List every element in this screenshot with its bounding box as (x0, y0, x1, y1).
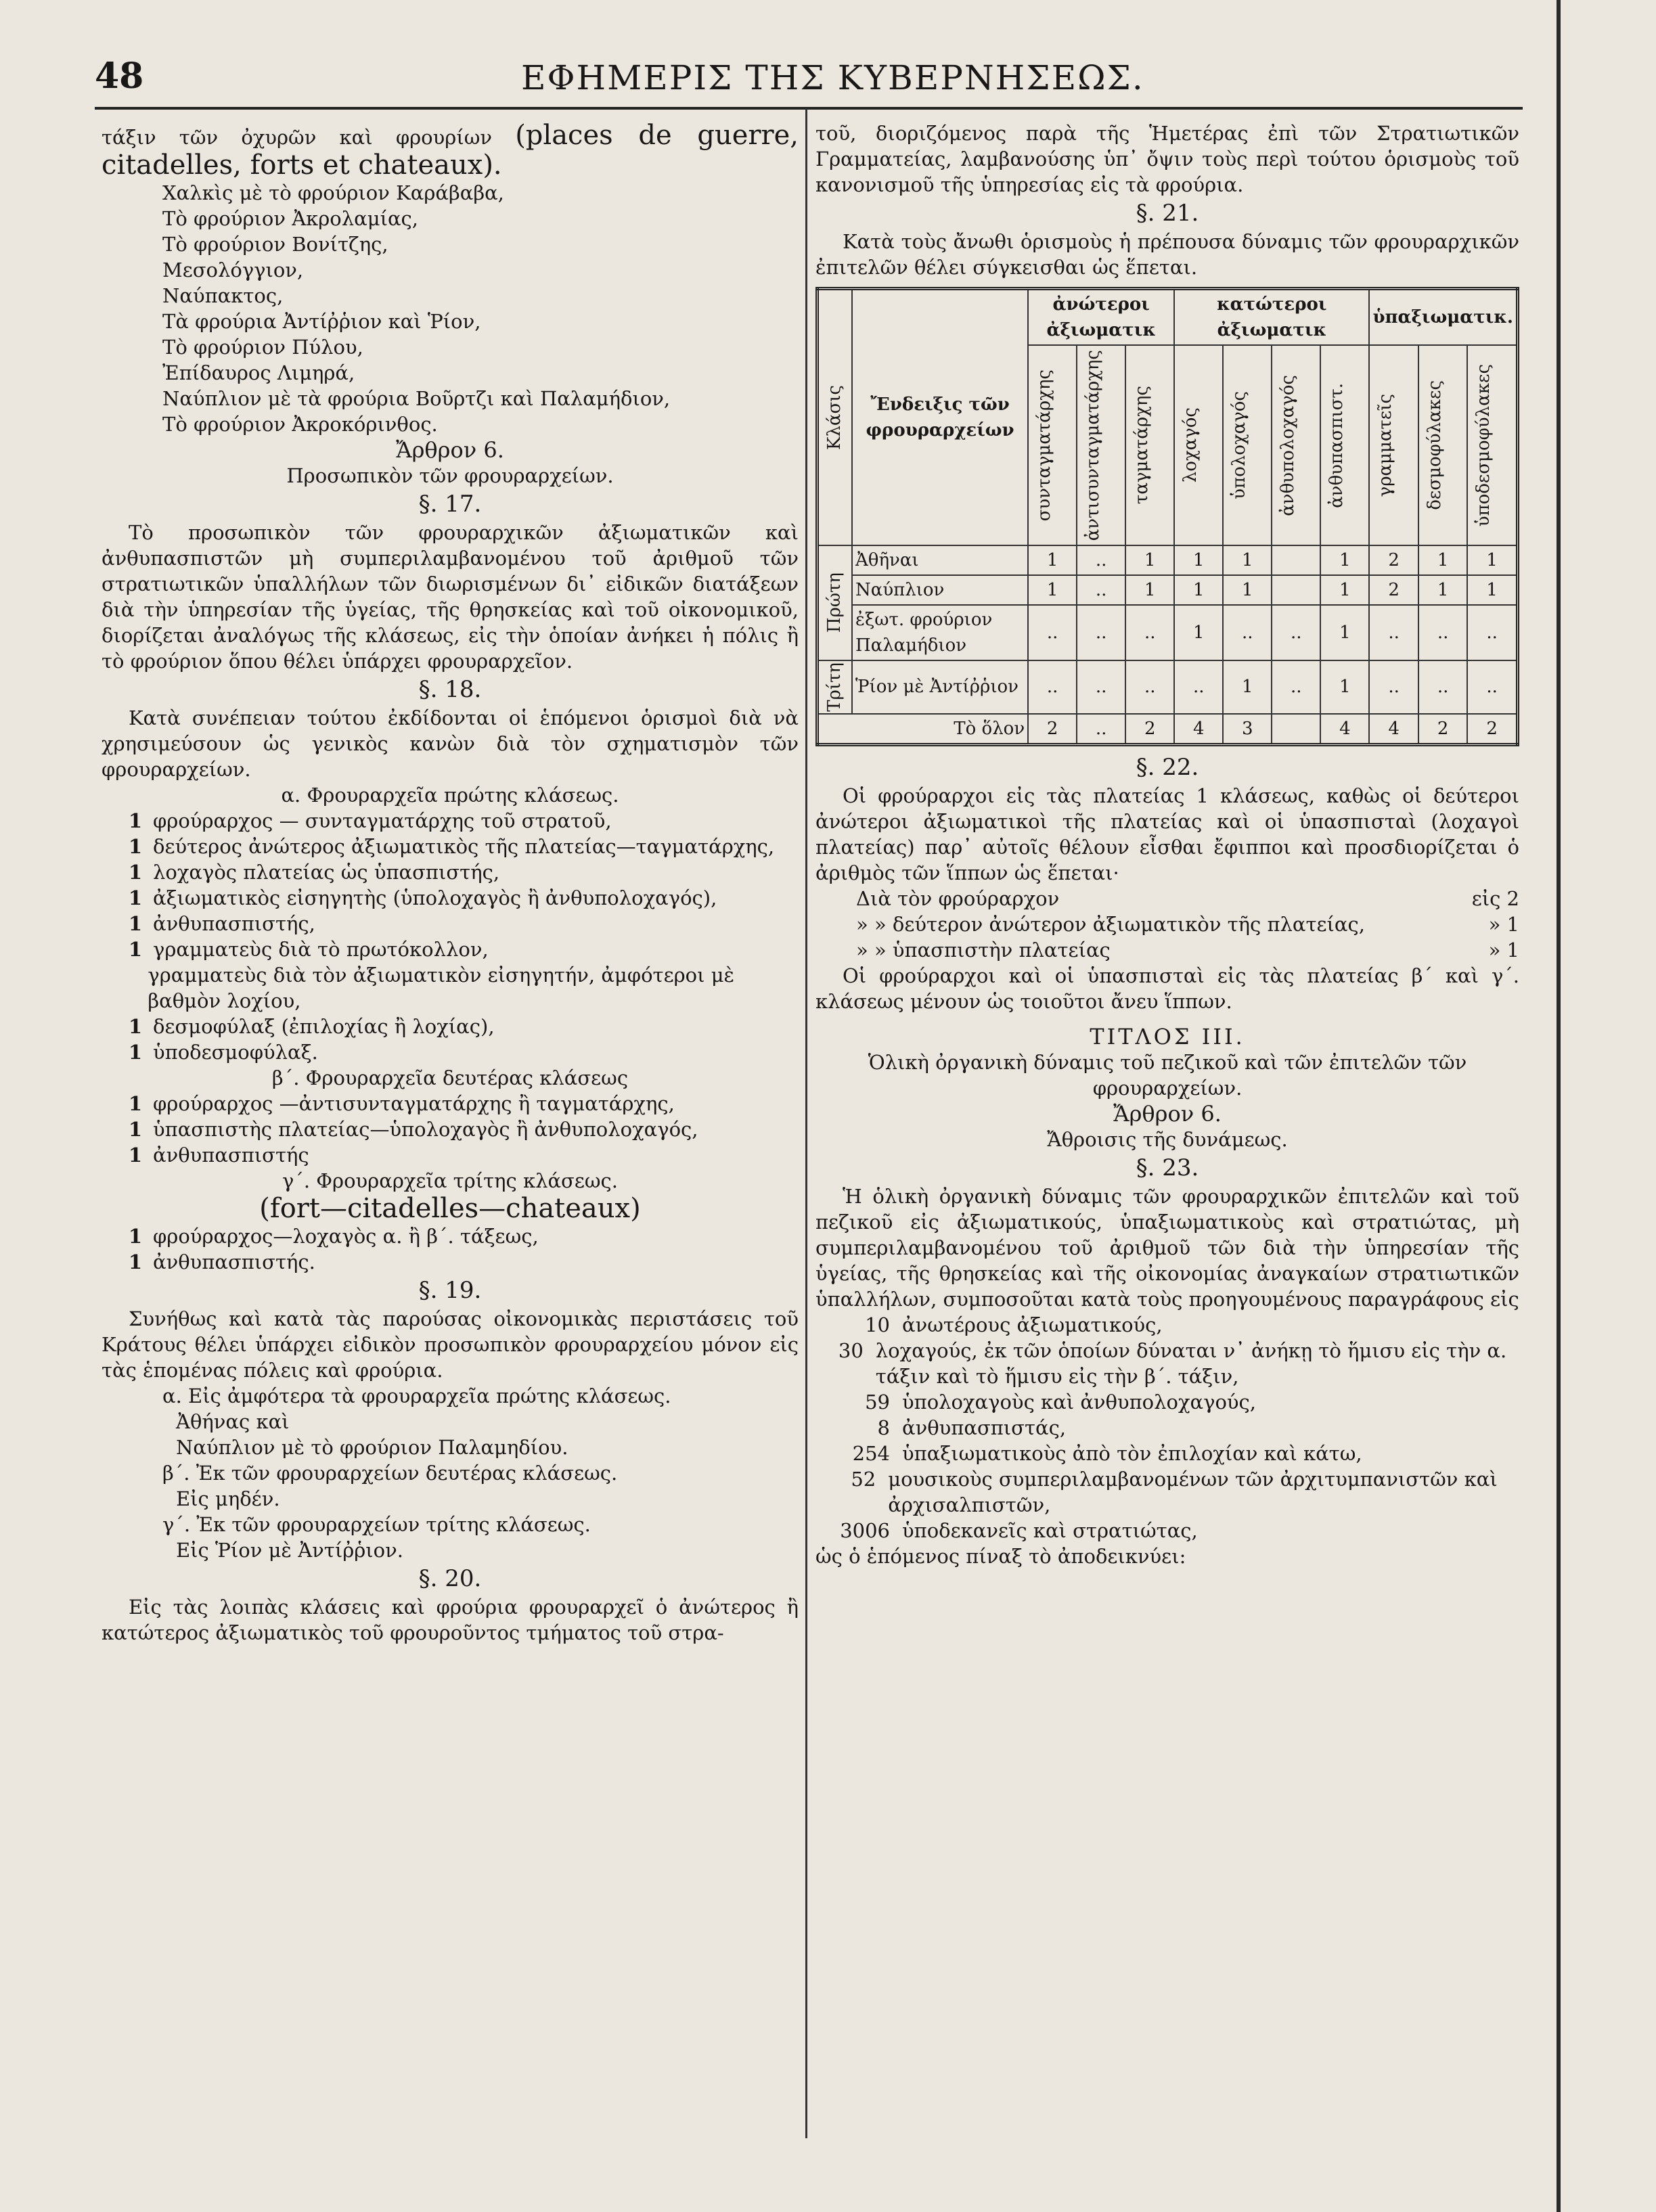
class-c-list (102, 1223, 799, 1275)
table-header-upper-label: ἀνώτεροι ἀξιωματικ (1046, 294, 1156, 340)
table-rank-label: ἀντισυνταγματάρχης (1083, 349, 1104, 541)
totals-list (815, 1312, 1519, 1543)
total-item-count: 52 (851, 1467, 876, 1491)
table-cell: 1 (1467, 575, 1517, 605)
section-23-heading: §. 23. (1136, 1154, 1199, 1181)
table-rank-label: δεσμοφύλακες (1424, 380, 1445, 510)
class-a-item-text: δεσμοφύλαξ (ἐπιλοχίας ἢ λοχίας), (153, 1015, 495, 1038)
table-rank-label: ὑπολοχαγός (1229, 391, 1250, 499)
table-cell: 1 (1223, 575, 1272, 605)
class-a-item-text: γραμματεὺς διὰ τὸν ἀξιωματικὸν εἰσηγητήν, ἀμφότεροι μὲ βαθμὸν λοχίου, (148, 964, 735, 1012)
table-cell: .. (1272, 605, 1320, 660)
table-header-name-label: Ἔνδειξις τῶν φρουραρχείων (866, 394, 1014, 441)
garrison-strength-table (815, 287, 1519, 746)
table-cell: 1 (1320, 605, 1369, 660)
left-intro (102, 120, 799, 180)
table-row (818, 545, 1518, 575)
total-item (815, 1338, 1519, 1389)
table-rank-label: ὑποδεσμοφύλακες (1473, 363, 1494, 527)
class-a-item (102, 962, 799, 1014)
class-a-item (102, 834, 799, 859)
article-6-heading: Ἄρθρον 6. (396, 437, 504, 463)
table-cell (1272, 575, 1320, 605)
section-22-text: Οἱ φρούραρχοι εἰς τὰς πλατείας 1 κλάσεως, καθὼς οἱ δεύτεροι ἀνώτεροι ἀξιωματικοὶ τῆς πλατείας καὶ οἱ ὑπασπισταὶ (λοχαγοὶ πλατείας) παρ᾽ αὐτοῖς θέλουν εἶσθαι ἔφιπποι καὶ προσδιορίζεται ὁ ἀριθμὸς τῶν ἵππων ὡς ἕπεται· (815, 784, 1519, 884)
article-6b-title: Ἄθροισις τῆς δυνάμεως. (1047, 1127, 1288, 1151)
total-item-count: 59 (865, 1390, 890, 1414)
table-cell: 1 (1174, 605, 1223, 660)
table-cell: .. (1369, 605, 1418, 660)
section-20-heading: §. 20. (418, 1565, 482, 1592)
table-total-cell: 2 (1028, 714, 1077, 745)
horse-item (815, 911, 1519, 937)
section-22-heading: §. 22. (1136, 753, 1199, 781)
column-divider (805, 108, 807, 2138)
fort-item: Μεσολόγγιον, (162, 258, 304, 281)
table-total-cell: 2 (1467, 714, 1517, 745)
class-b-title: β΄. Φρουραρχεῖα δευτέρας κλάσεως (271, 1066, 629, 1089)
page-title: ΕΦΗΜΕΡΙΣ ΤΗΣ ΚΥΒΕΡΝΗΣΕΩΣ. (521, 58, 1144, 97)
fort-item: Τὸ φρούριον Βονίτζης, (162, 233, 388, 256)
table-total-cell: 4 (1174, 714, 1223, 745)
class-a-list (102, 808, 799, 1065)
table-header-class (818, 289, 853, 546)
page-edge-shadow (1557, 0, 1561, 2212)
table-total-cell: 2 (1418, 714, 1468, 745)
class-a-item (102, 936, 799, 962)
table-body (818, 545, 1518, 744)
table-rank-header (1028, 345, 1077, 545)
total-item-count: 30 (838, 1338, 864, 1362)
table-rank-label: ἀνθυπολοχαγός (1278, 374, 1299, 516)
class-c-item (102, 1249, 799, 1275)
table-cell: .. (1418, 605, 1468, 660)
table-cell: .. (1174, 660, 1223, 714)
class-a-item-count: 1 (128, 886, 142, 909)
class-a-item-count: 1 (128, 912, 142, 935)
horse-item-count: » 1 (1488, 912, 1519, 936)
title-3-text: Ὁλικὴ ὀργανικὴ δύναμις τοῦ πεζικοῦ καὶ τῶν ἐπιτελῶν τῶν φρουραρχείων. (868, 1050, 1467, 1100)
table-cell: .. (1077, 575, 1125, 605)
table-rank-header (1223, 345, 1272, 545)
class-a-item-text: λοχαγὸς πλατείας ὡς ὑπασπιστής, (153, 861, 500, 884)
table-cell: .. (1125, 660, 1174, 714)
class-c-item-count: 1 (128, 1250, 142, 1273)
table-cell: 1 (1320, 575, 1369, 605)
section-23-text: Ἡ ὁλικὴ ὀργανικὴ δύναμις τῶν φρουραρχικῶν ἐπιτελῶν καὶ τοῦ πεζικοῦ εἰς ἀξιωματικούς, ὑπαξιωματικοὺς καὶ στρατιώτας, μὴ συμπεριλαμβανομένου τοῦ ἀριθμοῦ τῶν διὰ τὴν ὑπηρεσίαν τῆς ὑγείας, τῆς θρησκείας καὶ τῆς οἰκονομίας ἀναγκαίων στρατιωτικῶν ὑπαλλήλων, συμποσοῦται κατὰ τοὺς προηγουμένους παραγράφους εἰς (815, 1184, 1519, 1311)
closing-text: ὡς ὁ ἑπόμενος πίναξ τὸ ἀποδεικνύει: (815, 1544, 1186, 1568)
table-class-label: Πρώτη (824, 572, 845, 633)
table-garrison-name: Ἀθῆναι (852, 545, 1028, 575)
horse-item-text: » » ὑπασπιστὴν πλατείας (856, 938, 1111, 962)
table-cell: .. (1028, 660, 1077, 714)
section-20-text: Εἰς τὰς λοιπὰς κλάσεις καὶ φρούρια φρουραρχεῖ ὁ ἀνώτερος ἢ κατώτερος ἀξιωματικὸς τοῦ φρουροῦντος τμήματος τοῦ στρα- (102, 1596, 799, 1644)
left-column (102, 120, 799, 1646)
class-c-item-text: ἀνθυπασπιστής. (153, 1250, 315, 1273)
section-17-heading: §. 17. (418, 491, 482, 518)
table-rank-label: ταγματάρχης (1132, 386, 1153, 505)
table-rank-header (1125, 345, 1174, 545)
horse-item (815, 937, 1519, 963)
table-cell (1272, 545, 1320, 575)
table-total-cell: 2 (1125, 714, 1174, 745)
class-a-item-count: 1 (128, 938, 142, 961)
table-header-name (852, 289, 1028, 546)
table-garrison-name: Ῥίον μὲ Ἀντίῤῥιον (852, 660, 1028, 714)
section-21-text: Κατὰ τοὺς ἄνωθι ὁρισμοὺς ἡ πρέπουσα δύναμις τῶν φρουραρχικῶν ἐπιτελῶν θέλει σύγκεισθαι ὡς ἕπεται. (815, 230, 1519, 279)
total-item (815, 1441, 1519, 1466)
class-a-item-count: 1 (128, 1015, 142, 1038)
table-cell: 1 (1418, 545, 1468, 575)
table-cell: 2 (1369, 545, 1418, 575)
section-19-item: Εἰς Ῥίον μὲ Ἀντίῤῥιον. (176, 1539, 403, 1562)
table-cell: .. (1418, 660, 1468, 714)
section-19-item: β΄. Ἐκ τῶν φρουραρχείων δευτέρας κλάσεως. (162, 1462, 618, 1485)
table-total-cell: 4 (1369, 714, 1418, 745)
article-6b-heading: Ἄρθρον 6. (1113, 1100, 1222, 1127)
table-header-nco-label: ὑπαξιωματικ. (1372, 307, 1513, 328)
table-total-cell: 4 (1320, 714, 1369, 745)
class-c-item-text: φρούραρχος—λοχαγὸς α. ἢ β΄. τάξεως, (153, 1225, 539, 1248)
class-b-item-count: 1 (128, 1144, 142, 1167)
table-header-nco (1369, 289, 1517, 346)
table-header-lower-officers (1174, 289, 1369, 346)
total-item-text: ἀνθυπασπιστάς, (902, 1416, 1067, 1439)
horse-item (815, 886, 1519, 911)
table-cell: 1 (1320, 660, 1369, 714)
table-cell: .. (1272, 660, 1320, 714)
section-18-text: Κατὰ συνέπειαν τούτου ἐκδίδονται οἱ ἑπόμενοι ὁρισμοὶ διὰ νὰ χρησιμεύσουν ὡς γενικὸς κανὼν διὰ τὸν σχηματισμὸν τῶν φρουραρχείων. (102, 706, 799, 781)
header-rule (95, 107, 1523, 110)
table-cell: .. (1125, 605, 1174, 660)
table-class-label: Τρίτη (824, 662, 845, 712)
class-a-item (102, 859, 799, 885)
class-b-item (102, 1116, 799, 1142)
page-number: 48 (95, 55, 144, 97)
fort-item: Χαλκὶς μὲ τὸ φρούριον Καράβαβα, (162, 181, 504, 204)
table-cell: 1 (1125, 575, 1174, 605)
class-a-item (102, 808, 799, 834)
section-19-item: Ναύπλιον μὲ τὸ φρούριον Παλαμηδίου. (176, 1436, 568, 1459)
table-total-cell (1272, 714, 1320, 745)
total-item-count: 3006 (840, 1518, 890, 1542)
class-a-item-count: 1 (128, 861, 142, 884)
table-cell: 1 (1223, 545, 1272, 575)
fort-item: Ἐπίδαυρος Λιμηρά, (162, 361, 355, 384)
total-item-text: ὑποδεκανεῖς καὶ στρατιώτας, (902, 1518, 1198, 1542)
table-rank-header (1077, 345, 1125, 545)
section-22-end: Οἱ φρούραρχοι καὶ οἱ ὑπασπισταὶ εἰς τὰς πλατείας β΄ καὶ γ΄. κλάσεως μένουν ὡς τοιοῦτοι ἄνευ ἵππων. (815, 964, 1519, 1013)
class-a-item-text: γραμματεὺς διὰ τὸ πρωτόκολλον, (153, 938, 489, 961)
class-a-item-text: δεύτερος ἀνώτερος ἀξιωματικὸς τῆς πλατείας—ταγματάρχης, (153, 835, 775, 858)
table-cell: 1 (1028, 575, 1077, 605)
horses-list (815, 886, 1519, 963)
fort-item: Τὸ φρούριον Ἀκρολαμίας, (162, 207, 418, 230)
class-a-item-text: ἀνθυπασπιστής, (153, 912, 315, 935)
section-21-heading: §. 21. (1136, 200, 1199, 227)
table-rank-header (1369, 345, 1418, 545)
class-b-item-text: ἀνθυπασπιστής (153, 1144, 309, 1167)
table-rank-header (1320, 345, 1369, 545)
table-cell: 1 (1467, 545, 1517, 575)
class-a-item-text: φρούραρχος — συνταγματάρχης τοῦ στρατοῦ, (153, 809, 612, 832)
table-cell: .. (1369, 660, 1418, 714)
total-item-text: ὑπολοχαγοὺς καὶ ἀνθυπολοχαγούς, (902, 1390, 1257, 1414)
class-a-item-count: 1 (128, 1041, 142, 1064)
left-intro-text: τάξιν τῶν ὀχυρῶν καὶ φρουρίων (102, 126, 492, 149)
class-c-title: γ΄. Φρουραρχεῖα τρίτης κλάσεως. (282, 1169, 618, 1192)
table-rank-label: ἀνθυπασπιστ. (1326, 382, 1347, 508)
section-17-text: Τὸ προσωπικὸν τῶν φρουραρχικῶν ἀξιωματικῶν καὶ ἀνθυπασπιστῶν μὴ συμπεριλαμβανομένου τοῦ ἀριθμοῦ τῶν στρατιωτικῶν ὑπαλλήλων τῶν διωρισμένων δι᾽ εἰδικῶν διατάξεων διὰ τὴν ὑπηρεσίαν τῆς ὑγείας, τῆς θρησκείας καὶ τοῦ οἰκονομικοῦ, διορίζεται ἀναλόγως τῆς κλάσεως, εἰς τὴν ὁποίαν ἀνήκει ἡ πόλις ἢ τὸ φρούριον ὅπου θέλει ὑπάρχει φρουραρχεῖον. (102, 521, 799, 673)
horse-item-count: » 1 (1488, 938, 1519, 962)
table-header-lower-label: κατώτεροι ἀξιωματικ (1217, 294, 1327, 340)
table-rank-label: λοχαγός (1180, 407, 1201, 483)
table-total-cell: .. (1077, 714, 1125, 745)
total-item-text: λοχαγούς, ἐκ τῶν ὁποίων δύναται ν᾽ ἀνήκῃ τὸ ἥμισυ εἰς τὴν α. τάξιν καὶ τὸ ἥμισυ εἰς τὴν β΄. τάξιν, (875, 1338, 1507, 1388)
total-item-count: 8 (877, 1416, 890, 1439)
title-3-heading: ΤΙΤΛΟΣ III. (1090, 1023, 1245, 1049)
table-cell: 1 (1174, 545, 1223, 575)
section-19-items (102, 1383, 799, 1563)
section-19-item: γ΄. Ἐκ τῶν φρουραρχείων τρίτης κλάσεως. (162, 1513, 591, 1536)
table-garrison-name: ἐξωτ. φρούριον Παλαμήδιον (852, 605, 1028, 660)
table-cell: 1 (1028, 545, 1077, 575)
total-item-text: ἀνωτέρους ἀξιωματικούς, (902, 1313, 1163, 1336)
section-18-heading: §. 18. (418, 676, 482, 703)
table-total-row (818, 714, 1518, 745)
class-b-item (102, 1142, 799, 1168)
fort-item: Τὸ φρούριον Ἀκροκόρινθος. (162, 413, 438, 436)
class-a-item-count: 1 (128, 835, 142, 858)
fort-item: Ναύπακτος, (162, 284, 284, 307)
horse-item-count: εἰς 2 (1471, 886, 1519, 910)
table-row (818, 575, 1518, 605)
table-class-cell (818, 660, 853, 714)
class-a-item (102, 1039, 799, 1065)
fort-item: Ναύπλιον μὲ τὰ φρούρια Βοῦρτζι καὶ Παλαμήδιον, (162, 387, 671, 410)
section-19-item: Ἀθήνας καὶ (176, 1410, 290, 1433)
table-rank-label: γραμματεῖς (1375, 393, 1396, 497)
section-19-item: α. Εἰς ἀμφότερα τὰ φρουραρχεῖα πρώτης κλάσεως. (162, 1384, 671, 1407)
horse-item-text: » » δεύτερον ἀνώτερον ἀξιωματικὸν τῆς πλατείας, (856, 912, 1365, 936)
forts-list (102, 180, 799, 437)
section-19-text: Συνήθως καὶ κατὰ τὰς παρούσας οἰκονομικὰς περιστάσεις τοῦ Κράτους θέλει ὑπάρχει εἰδικὸν προσωπικὸν φρουραρχείου μόνον εἰς τὰς ἑπομένας πόλεις καὶ φρούρια. (102, 1307, 799, 1382)
total-item (815, 1518, 1519, 1543)
class-a-item-text: ὑποδεσμοφύλαξ. (153, 1041, 318, 1064)
table-cell: 1 (1223, 660, 1272, 714)
table-cell: 2 (1369, 575, 1418, 605)
total-item (815, 1466, 1519, 1518)
class-b-item-text: ὑπασπιστὴς πλατείας—ὑπολοχαγὸς ἢ ἀνθυπολοχαγός, (153, 1118, 698, 1141)
horse-item-text: Διὰ τὸν φρούραρχον (856, 886, 1060, 910)
class-b-item-count: 1 (128, 1118, 142, 1141)
table-cell: .. (1467, 605, 1517, 660)
table-total-label: Τὸ ὅλον (818, 714, 1029, 745)
table-rank-header (1418, 345, 1468, 545)
total-item-text: μουσικοὺς συμπεριλαμβανομένων τῶν ἀρχιτυμπανιστῶν καὶ ἀρχισαλπιστῶν, (888, 1467, 1498, 1516)
table-cell: .. (1077, 660, 1125, 714)
table-row (818, 660, 1518, 714)
total-item-count: 10 (865, 1313, 890, 1336)
table-cell: 1 (1320, 545, 1369, 575)
right-intro: τοῦ, διοριζόμενος παρὰ τῆς Ἡμετέρας ἐπὶ τῶν Στρατιωτικῶν Γραμματείας, λαμβανούσης ὑπ᾽ ὄψιν τοὺς περὶ τούτου ὁρισμοὺς τοῦ κανονισμοῦ τῆς ὑπηρεσίας εἰς τὰ φρούρια. (815, 122, 1519, 196)
total-item-count: 254 (852, 1441, 890, 1465)
class-a-item-count: 1 (128, 809, 142, 832)
table-garrison-name: Ναύπλιον (852, 575, 1028, 605)
total-item (815, 1389, 1519, 1415)
class-b-item-text: φρούραρχος —ἀντισυνταγματάρχης ἢ ταγματάρχης, (153, 1092, 675, 1115)
table-rank-header (1174, 345, 1223, 545)
class-b-item-count: 1 (128, 1092, 142, 1115)
table-rank-header (1467, 345, 1517, 545)
table-row (818, 605, 1518, 660)
table-header-upper-officers (1028, 289, 1174, 346)
class-a-item (102, 911, 799, 936)
class-a-title: α. Φρουραρχεῖα πρώτης κλάσεως. (281, 784, 619, 807)
class-c-item (102, 1223, 799, 1249)
table-rank-label: συνταγματάρχης (1034, 369, 1055, 522)
class-a-item (102, 1014, 799, 1039)
table-cell: 1 (1418, 575, 1468, 605)
total-item (815, 1312, 1519, 1338)
fort-item: Τὸ φρούριον Πύλου, (162, 336, 363, 359)
class-c-french: (fort—citadelles—chateaux) (259, 1193, 641, 1224)
section-19-heading: §. 19. (418, 1277, 482, 1304)
table-header-class-label: Κλάσις (824, 385, 845, 450)
class-b-list (102, 1091, 799, 1168)
total-item-text: ὑπαξιωματικοὺς ἀπὸ τὸν ἐπιλοχίαν καὶ κάτω, (902, 1441, 1362, 1465)
total-item (815, 1415, 1519, 1441)
table-cell: .. (1028, 605, 1077, 660)
class-c-item-count: 1 (128, 1225, 142, 1248)
table-cell: .. (1077, 545, 1125, 575)
section-19-item: Εἰς μηδέν. (176, 1487, 280, 1510)
left-intro-french: (places de guerre, citadelles, forts et chateaux). (102, 120, 799, 181)
class-b-item (102, 1091, 799, 1116)
table-cell: .. (1077, 605, 1125, 660)
table-rank-header (1272, 345, 1320, 545)
article-6-title: Προσωπικὸν τῶν φρουραρχείων. (286, 464, 614, 487)
class-a-item (102, 885, 799, 911)
class-a-item-text: ἀξιωματικὸς εἰσηγητὴς (ὑπολοχαγὸς ἢ ἀνθυπολοχαγός), (153, 886, 717, 909)
right-column (815, 120, 1519, 1569)
table-cell: .. (1467, 660, 1517, 714)
table-cell: 1 (1174, 575, 1223, 605)
table-cell: .. (1223, 605, 1272, 660)
table-cell: 1 (1125, 545, 1174, 575)
table-class-cell (818, 545, 853, 660)
table-total-cell: 3 (1223, 714, 1272, 745)
fort-item: Τὰ φρούρια Ἀντίῤῥιον καὶ Ῥίον, (162, 310, 481, 333)
